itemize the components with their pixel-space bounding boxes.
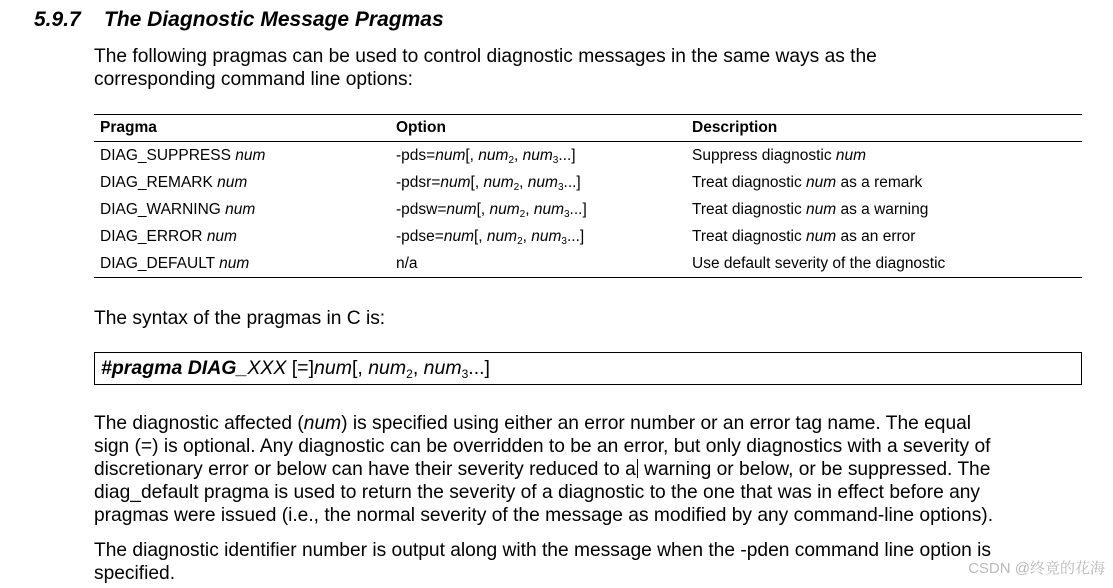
table-row: [94, 196, 1082, 223]
option-cell: -pdsr=num[, num$_2$, num$_3$...]: [396, 173, 581, 193]
table-row: [94, 223, 1082, 250]
pragma-cell: DIAG_WARNING num: [100, 200, 256, 218]
body1-line-2: sign (=) is optional. Any diagnostic can be overridden to be an error, but only diagnostics with a severity of: [94, 436, 991, 457]
section-heading: [34, 8, 444, 32]
pragma-cell: DIAG_ERROR num: [100, 227, 237, 245]
syntax-intro: The syntax of the pragmas in C is:: [94, 308, 386, 329]
body2-line-2: specified.: [94, 563, 176, 584]
table-row: [94, 142, 1082, 170]
option-cell: n/a: [390, 250, 686, 278]
description-cell: Suppress diagnostic num: [692, 146, 867, 164]
description-cell: Treat diagnostic num as a remark: [692, 173, 923, 191]
description-cell: Use default severity of the diagnostic: [686, 250, 1082, 278]
option-cell: -pds=num[, num$_2$, num$_3$...]: [396, 146, 576, 166]
header-option: Option: [390, 115, 686, 142]
body-paragraph-1: [94, 412, 993, 527]
body2-line-1: The diagnostic identifier number is output along with the message when the -pden command line option is: [94, 540, 992, 561]
body1-line-5: pragmas were issued (i.e., the normal severity of the message as modified by any command-line options).: [94, 505, 994, 526]
option-cell: -pdsw=num[, num$_2$, num$_3$...]: [396, 200, 587, 220]
intro-paragraph: [94, 45, 877, 91]
text-cursor: [637, 459, 638, 478]
body1-line-4: diag_default pragma is used to return the severity of a diagnostic to the one that was in effect before any: [94, 482, 981, 503]
intro-line-2: corresponding command line options:: [94, 69, 413, 90]
table-header-row: [94, 115, 1082, 142]
section-number: 5.9.7: [34, 8, 81, 31]
syntax-code: #pragma DIAG_XXX [=]num[, num$_2$, num$_3$...]: [101, 357, 490, 381]
description-cell: Treat diagnostic num as an error: [692, 227, 916, 245]
table-row: [94, 250, 1082, 278]
header-pragma: Pragma: [94, 115, 390, 142]
pragma-cell: DIAG_SUPPRESS num: [100, 146, 266, 164]
body1-line-1: The diagnostic affected (num) is specified using either an error number or an error tag name. The equal: [94, 413, 972, 434]
description-cell: Treat diagnostic num as a warning: [692, 200, 929, 218]
pragma-cell: DIAG_DEFAULT num: [94, 250, 390, 278]
intro-line-1: The following pragmas can be used to control diagnostic messages in the same ways as the: [94, 46, 877, 67]
pragma-table: [94, 114, 1082, 278]
table-row: [94, 169, 1082, 196]
section-title: The Diagnostic Message Pragmas: [104, 8, 444, 31]
header-description: Description: [686, 115, 1082, 142]
watermark: CSDN @终竟的花海: [968, 560, 1105, 577]
option-cell: -pdse=num[, num$_2$, num$_3$...]: [396, 227, 585, 247]
body-paragraph-2: [94, 539, 991, 585]
syntax-box: [94, 352, 1082, 385]
body1-line-3: discretionary error or below can have their severity reduced to a warning or below, or be suppressed. The: [94, 459, 991, 480]
pragma-cell: DIAG_REMARK num: [100, 173, 248, 191]
